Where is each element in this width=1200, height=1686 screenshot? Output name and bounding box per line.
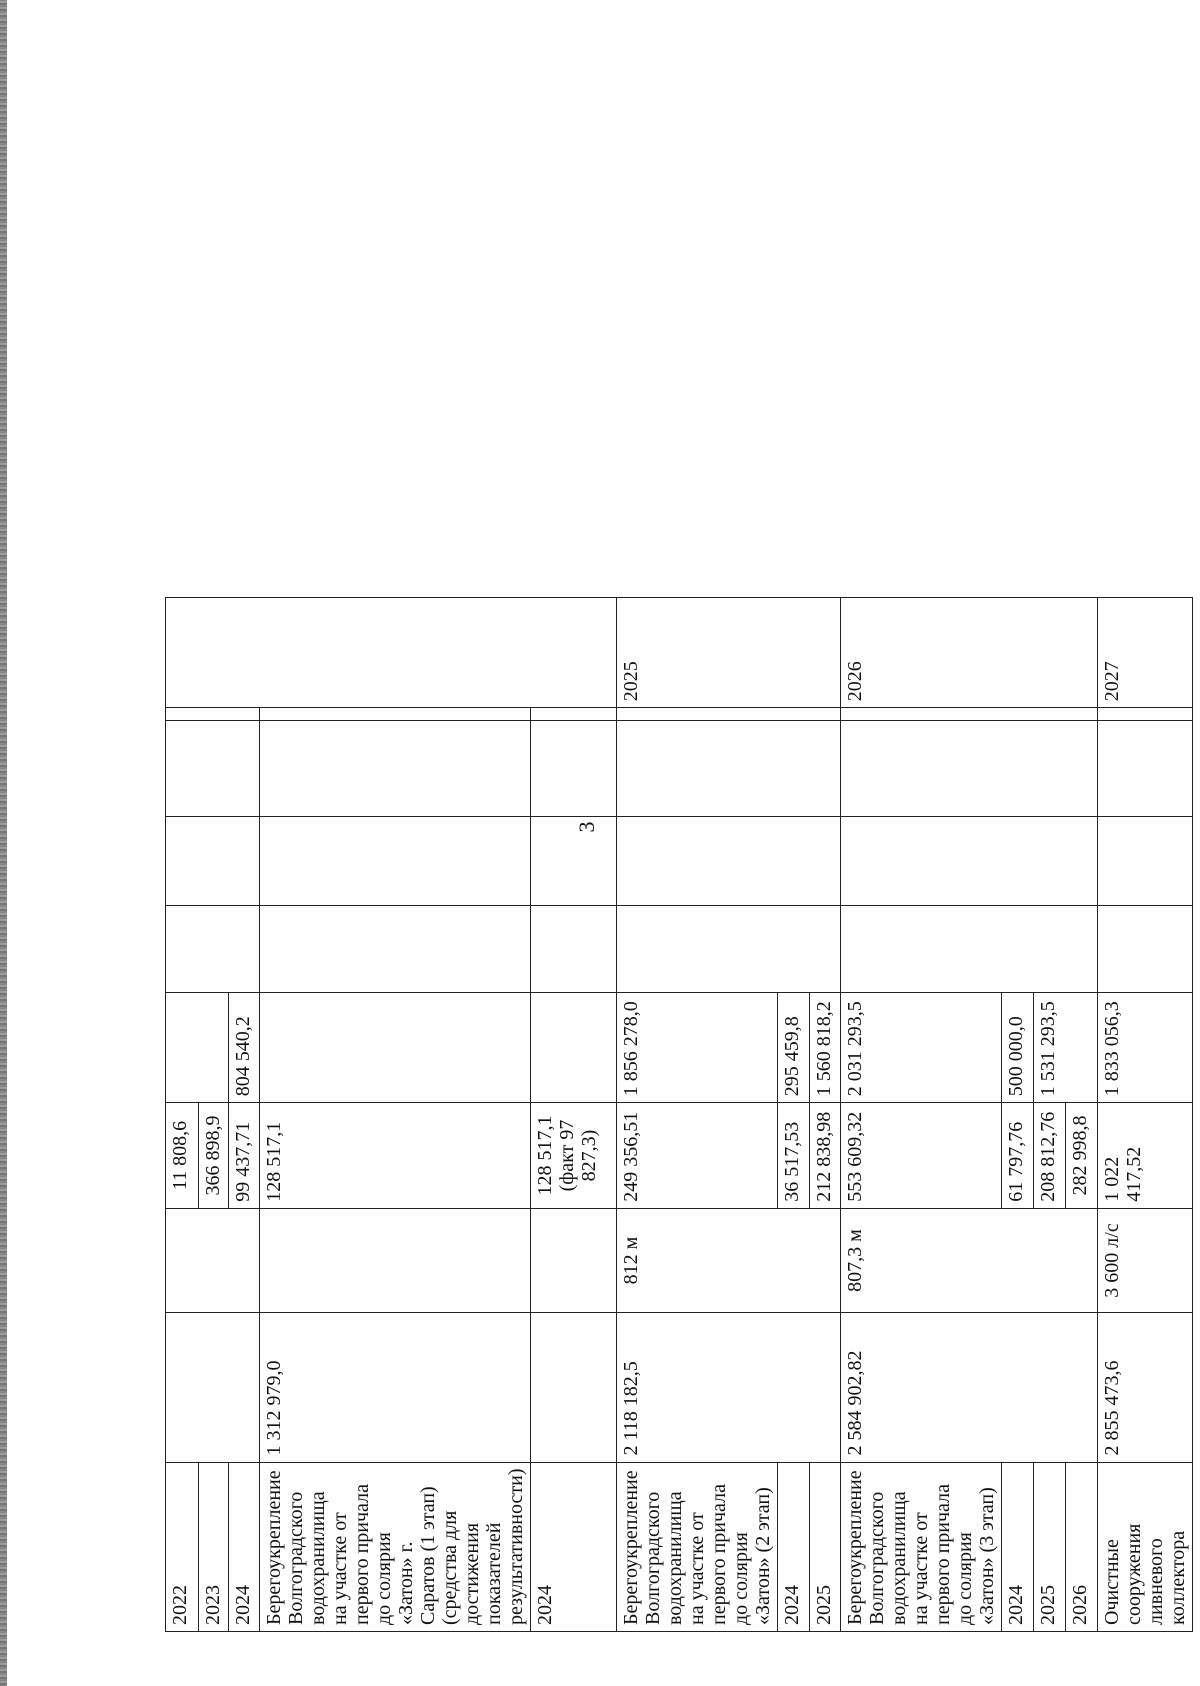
cell-cost: 2 584 902,82 [841, 1313, 1002, 1462]
cell-cost [810, 1313, 841, 1462]
cell-cost [199, 1313, 229, 1462]
cell-empty [778, 721, 810, 817]
cell-empty [1002, 721, 1034, 817]
cell-empty [617, 708, 778, 721]
cell-capacity [531, 1208, 617, 1313]
cell-capacity [1002, 1208, 1034, 1313]
cell-value-b: 295 459,8 [778, 993, 810, 1103]
cell-empty [531, 721, 617, 817]
cell-year: 2025 [617, 598, 778, 708]
cell-value-a: 61 797,76 [1002, 1103, 1034, 1208]
table-row [778, 598, 810, 1632]
cell-value-a: 212 838,98 [810, 1103, 841, 1208]
cell-year [229, 598, 260, 708]
cell-empty [260, 906, 531, 993]
cell-name: 2024 [778, 1462, 810, 1631]
cell-empty [166, 708, 199, 721]
table-row [1098, 598, 1193, 1632]
cell-empty [1066, 721, 1098, 817]
cell-year [1066, 598, 1098, 708]
cell-year: 2027 [1098, 598, 1193, 708]
cell-cost [166, 1313, 199, 1462]
table-row [841, 598, 1002, 1632]
cell-capacity [1034, 1208, 1066, 1313]
cell-value-a: 128 517,1 (факт 97 827,3) [531, 1103, 617, 1208]
cell-value-b: 804 540,2 [229, 993, 260, 1103]
cell-capacity [166, 1208, 199, 1313]
cell-name: 2024 [1002, 1462, 1034, 1631]
cell-value-b [531, 993, 617, 1103]
cell-capacity [778, 1208, 810, 1313]
cell-empty [617, 906, 778, 993]
cell-name: 2026 [1066, 1462, 1098, 1631]
cell-value-a: 36 517,53 [778, 1103, 810, 1208]
cell-empty [166, 721, 199, 817]
cell-value-b [1066, 993, 1098, 1103]
cell-empty [260, 708, 531, 721]
cell-empty [1002, 906, 1034, 993]
cell-name: 2025 [810, 1462, 841, 1631]
cell-capacity: 3 600 л/с [1098, 1208, 1193, 1313]
cell-empty [1002, 817, 1034, 906]
cell-empty [531, 906, 617, 993]
table-row [617, 598, 778, 1632]
cell-empty [531, 817, 617, 906]
cell-value-b: 2 031 293,5 [841, 993, 1002, 1103]
table-row [199, 598, 229, 1632]
cell-capacity [1066, 1208, 1098, 1313]
cell-cost [778, 1313, 810, 1462]
cell-capacity [260, 1208, 531, 1313]
cell-value-b [166, 993, 199, 1103]
cell-value-a: 249 356,51 [617, 1103, 778, 1208]
cell-value-a: 366 898,9 [199, 1103, 229, 1208]
cell-empty [778, 906, 810, 993]
cell-empty [199, 721, 229, 817]
table-row [1066, 598, 1098, 1632]
cell-empty [531, 708, 617, 721]
cell-year [199, 598, 229, 708]
cell-name: 2025 [1034, 1462, 1066, 1631]
cell-empty [1066, 817, 1098, 906]
cell-empty [199, 906, 229, 993]
cell-capacity: 812 м [617, 1208, 778, 1313]
cell-cost [531, 1313, 617, 1462]
cell-value-a: 208 812,76 [1034, 1103, 1066, 1208]
table-row [810, 598, 841, 1632]
cell-value-a: 128 517,1 [260, 1103, 531, 1208]
cell-name: 2023 [199, 1462, 229, 1631]
cell-value-b: 1 856 278,0 [617, 993, 778, 1103]
cell-value-b: 1 531 293,5 [1034, 993, 1066, 1103]
cell-value-a: 99 437,71 [229, 1103, 260, 1208]
cell-year [260, 598, 531, 708]
cell-year [778, 598, 810, 708]
cell-value-a: 1 022 417,52 [1098, 1103, 1193, 1208]
cell-cost [1066, 1313, 1098, 1462]
table-row [260, 598, 531, 1632]
cell-empty [229, 721, 260, 817]
cell-value-a: 11 808,6 [166, 1103, 199, 1208]
cell-empty [1098, 708, 1193, 721]
cell-empty [166, 906, 199, 993]
cell-empty [1034, 817, 1066, 906]
scan-edge-strip [0, 0, 7, 1686]
cell-capacity [199, 1208, 229, 1313]
table-row [229, 598, 260, 1632]
cell-empty [810, 721, 841, 817]
cell-cost [229, 1313, 260, 1462]
cell-value-a: 282 998,8 [1066, 1103, 1098, 1208]
cell-empty [1002, 708, 1034, 721]
cell-name: 2022 [166, 1462, 199, 1631]
cell-year [1002, 598, 1034, 708]
cell-value-b: 1 560 818,2 [810, 993, 841, 1103]
cell-empty [810, 708, 841, 721]
cell-empty [778, 708, 810, 721]
cell-empty [778, 817, 810, 906]
cell-empty [166, 817, 199, 906]
cell-empty [229, 906, 260, 993]
cell-empty [1098, 817, 1193, 906]
cell-cost: 2 118 182,5 [617, 1313, 778, 1462]
cell-empty [260, 721, 531, 817]
cell-value-a: 553 609,32 [841, 1103, 1002, 1208]
cell-empty [229, 817, 260, 906]
cell-empty [229, 708, 260, 721]
cell-empty [810, 817, 841, 906]
table-row [166, 598, 199, 1632]
cell-empty [1066, 708, 1098, 721]
cell-name: Берегоукрепление Волгоградского водохранилища на участке от первого причала до солярия «Затон» (3 этап) [841, 1462, 1002, 1631]
cell-name: Очистные сооружения ливневого коллектора [1098, 1462, 1193, 1631]
cell-value-b: 1 833 056,3 [1098, 993, 1193, 1103]
cell-year [166, 598, 199, 708]
cell-year [531, 598, 617, 708]
cell-empty [841, 708, 1002, 721]
cell-name: Берегоукрепление Волгоградского водохранилища на участке от первого причала до солярия «Затон» г. Саратов (1 этап) (средства для достижения показателей результативности) [260, 1462, 531, 1631]
cell-cost [1002, 1313, 1034, 1462]
cell-empty [1034, 721, 1066, 817]
cell-value-b: 500 000,0 [1002, 993, 1034, 1103]
cell-year: 2026 [841, 598, 1002, 708]
cell-name: 2024 [531, 1462, 617, 1631]
cell-capacity [229, 1208, 260, 1313]
cell-cost [1034, 1313, 1066, 1462]
cell-empty [1066, 906, 1098, 993]
cell-name: Берегоукрепление Волгоградского водохранилища на участке от первого причала до солярия «Затон» (2 этап) [617, 1462, 778, 1631]
table-row [1034, 598, 1066, 1632]
cell-capacity: 807,3 м [841, 1208, 1002, 1313]
cell-empty [1034, 708, 1066, 721]
cell-empty [617, 721, 778, 817]
cell-value-b [260, 993, 531, 1103]
cell-value-b [199, 993, 229, 1103]
table-row [531, 598, 617, 1632]
cell-empty [1098, 721, 1193, 817]
cell-cost: 2 855 473,6 [1098, 1313, 1193, 1462]
cell-empty [260, 817, 531, 906]
page-number: 3 [574, 821, 599, 833]
cell-empty [841, 817, 1002, 906]
data-table [165, 597, 1193, 1632]
cell-cost: 1 312 979,0 [260, 1313, 531, 1462]
cell-empty [1098, 906, 1193, 993]
cell-empty [1034, 906, 1066, 993]
cell-empty [810, 906, 841, 993]
cell-empty [841, 721, 1002, 817]
cell-empty [841, 906, 1002, 993]
cell-empty [199, 817, 229, 906]
cell-name: 2024 [229, 1462, 260, 1631]
cell-year [1034, 598, 1066, 708]
cell-empty [199, 708, 229, 721]
table-row [1002, 598, 1034, 1632]
cell-empty [617, 817, 778, 906]
cell-capacity [810, 1208, 841, 1313]
cell-year [810, 598, 841, 708]
